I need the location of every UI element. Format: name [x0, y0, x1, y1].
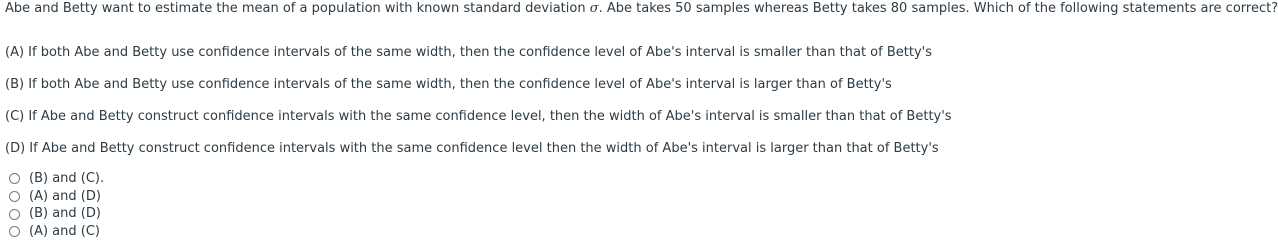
- statement-a: (A) If both Abe and Betty use confidence intervals of the same width, then the confidence level of Abe's interval is smaller than that of Betty's: [5, 45, 932, 60]
- answer-choice-1[interactable]: [9, 170, 104, 188]
- answer-choice-4[interactable]: [9, 223, 104, 241]
- answer-choices: [9, 170, 104, 241]
- answer-choice-label: (B) and (C).: [29, 170, 105, 186]
- question-text-before: Abe and Betty want to estimate the mean of a population with known standard deviation: [5, 1, 590, 16]
- answer-choice-3[interactable]: [9, 205, 104, 223]
- statement-d: (D) If Abe and Betty construct confidence intervals with the same confidence level then the width of Abe's interval is larger than that of Betty's: [5, 141, 939, 156]
- question-text-after: . Abe takes 50 samples whereas Betty takes 80 samples. Which of the following statements are correct?: [598, 1, 1278, 16]
- answer-choice-label: (A) and (C): [29, 223, 100, 239]
- radio-button[interactable]: [9, 226, 20, 237]
- sigma-symbol: σ: [589, 1, 599, 16]
- answer-choice-2[interactable]: [9, 188, 104, 206]
- question-text: [5, 1, 1278, 17]
- radio-button[interactable]: [9, 173, 20, 184]
- statement-c: (C) If Abe and Betty construct confidence intervals with the same confidence level, then the width of Abe's interval is smaller than that of Betty's: [5, 109, 952, 124]
- answer-choice-label: (B) and (D): [29, 206, 101, 222]
- statement-b: (B) If both Abe and Betty use confidence intervals of the same width, then the confidence level of Abe's interval is larger than of Betty's: [5, 77, 892, 92]
- radio-button[interactable]: [9, 209, 20, 220]
- answer-choice-label: (A) and (D): [29, 188, 101, 204]
- radio-button[interactable]: [9, 191, 20, 202]
